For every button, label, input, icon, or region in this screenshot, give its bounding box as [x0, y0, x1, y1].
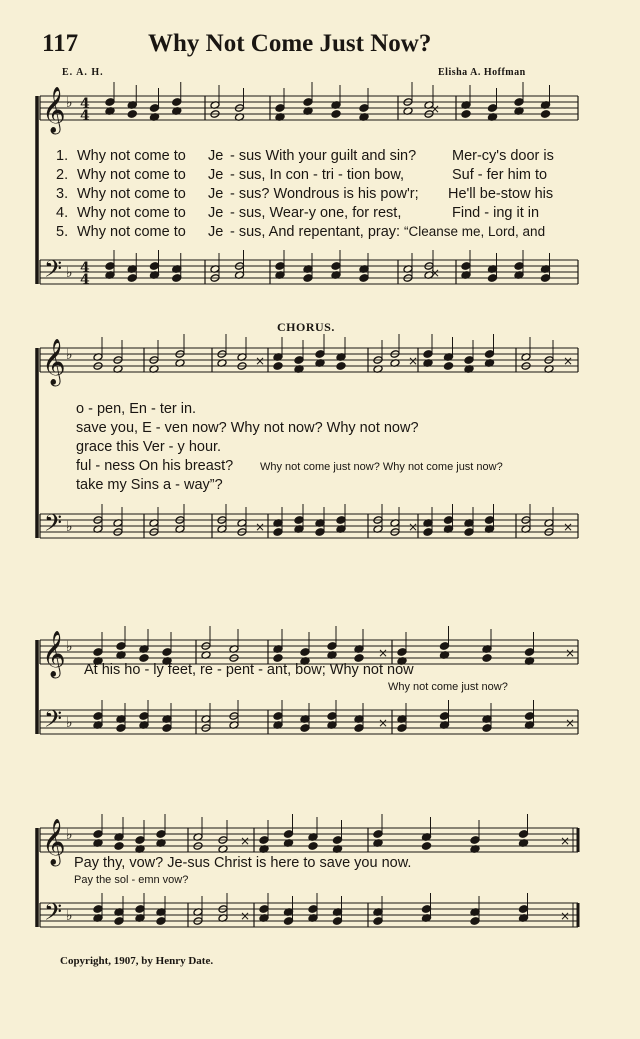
chorus-label: CHORUS.: [277, 320, 335, 334]
verse-4-part-2: Je: [208, 205, 224, 221]
svg-text:𝄞: 𝄞: [42, 339, 66, 385]
system3-echo: Why not come just now?: [388, 681, 508, 693]
svg-text:×: ×: [378, 716, 389, 730]
hymn-title: Why Not Come Just Now?: [148, 30, 432, 57]
svg-text:4: 4: [80, 96, 90, 112]
system2-lyric-5: take my Sins a - way”?: [76, 477, 223, 493]
svg-text:𝄢: 𝄢: [44, 255, 63, 288]
verse-3-part-2: Je: [208, 186, 224, 202]
svg-text:♭: ♭: [66, 519, 73, 535]
svg-text:×: ×: [255, 520, 266, 534]
svg-text:4: 4: [80, 108, 90, 124]
verse-3-number: 3.: [56, 186, 69, 202]
system2-lyric-4: ful - ness On his breast?: [76, 458, 234, 474]
verse-5-part-2: Je: [208, 224, 224, 240]
verse-2-part-1: Why not come to: [77, 167, 186, 183]
svg-text:4: 4: [80, 260, 90, 276]
verse-1-part-2: Je: [208, 148, 224, 164]
treble-staff-2: [40, 348, 578, 372]
verse-1-part-3: - sus With your guilt and sin?: [230, 148, 417, 164]
svg-text:×: ×: [563, 520, 574, 534]
svg-text:𝄢: 𝄢: [44, 898, 63, 931]
svg-text:×: ×: [560, 909, 571, 923]
system4-lyric: Pay thy, vow? Je-sus Christ is here to save you now.: [74, 855, 412, 871]
svg-text:𝄞: 𝄞: [42, 819, 66, 865]
svg-text:♭: ♭: [66, 265, 73, 281]
svg-text:♭: ♭: [66, 95, 73, 111]
verse-5-number: 5.: [56, 224, 69, 240]
svg-text:♭: ♭: [66, 827, 73, 843]
verse-1-number: 1.: [56, 148, 69, 164]
svg-text:×: ×: [560, 834, 571, 848]
svg-text:×: ×: [240, 909, 251, 923]
svg-text:♭: ♭: [66, 639, 73, 655]
system3-lyric: At his ho - ly feet, re - pent - ant, bow; Why not now: [84, 662, 414, 678]
svg-text:×: ×: [378, 646, 389, 660]
hymn-number: 117: [42, 30, 79, 57]
verse-3-part-4: He'll be-stow his: [448, 186, 554, 202]
svg-text:×: ×: [408, 354, 419, 368]
system2-echo: Why not come just now? Why not come just now?: [260, 461, 503, 473]
svg-text:♭: ♭: [66, 908, 73, 924]
svg-text:♭: ♭: [66, 715, 73, 731]
verse-4-part-3: - sus, Wear-y one, for rest,: [230, 205, 402, 221]
svg-text:𝄞: 𝄞: [42, 87, 66, 133]
copyright-notice: Copyright, 1907, by Henry Date.: [60, 955, 214, 967]
svg-text:×: ×: [565, 716, 576, 730]
svg-text:×: ×: [565, 646, 576, 660]
verse-5-part-3: - sus, And repentant, pray:: [230, 224, 401, 240]
svg-text:×: ×: [240, 834, 251, 848]
svg-text:𝄞: 𝄞: [42, 631, 66, 677]
system4-echo: Pay the sol - emn vow?: [74, 874, 189, 886]
verse-5-part-4: “Cleanse me, Lord, and: [404, 224, 546, 239]
verse-4-number: 4.: [56, 205, 69, 221]
svg-text:×: ×: [563, 354, 574, 368]
words-credit: E. A. H.: [62, 67, 104, 78]
music-credit: Elisha A. Hoffman: [438, 67, 526, 78]
svg-text:×: ×: [255, 354, 266, 368]
svg-text:×: ×: [430, 266, 441, 280]
system2-lyric-2: save you, E - ven now? Why not now? Why not now?: [76, 420, 419, 436]
verse-2-part-4: Suf - fer him to: [452, 167, 548, 183]
verse-5-part-1: Why not come to: [77, 224, 186, 240]
verse-1-part-1: Why not come to: [77, 148, 186, 164]
verse-3-part-1: Why not come to: [77, 186, 186, 202]
verse-2-part-3: - sus, In con - tri - tion bow,: [230, 167, 405, 183]
svg-text:×: ×: [408, 520, 419, 534]
verse-4-part-4: Find - ing it in: [452, 205, 540, 221]
system2-lyric-3: grace this Ver - y hour.: [76, 439, 222, 455]
svg-text:×: ×: [430, 102, 441, 116]
verse-1-part-4: Mer-cy's door is: [452, 148, 554, 164]
verse-2-number: 2.: [56, 167, 69, 183]
svg-text:𝄢: 𝄢: [44, 705, 63, 738]
svg-text:4: 4: [80, 272, 90, 288]
verse-2-part-2: Je: [208, 167, 224, 183]
svg-text:𝄢: 𝄢: [44, 509, 63, 542]
verse-4-part-1: Why not come to: [77, 205, 186, 221]
svg-text:♭: ♭: [66, 347, 73, 363]
system2-lyric-1: o - pen, En - ter in.: [76, 401, 197, 417]
verse-3-part-3: - sus? Wondrous is his pow'r;: [230, 186, 419, 202]
